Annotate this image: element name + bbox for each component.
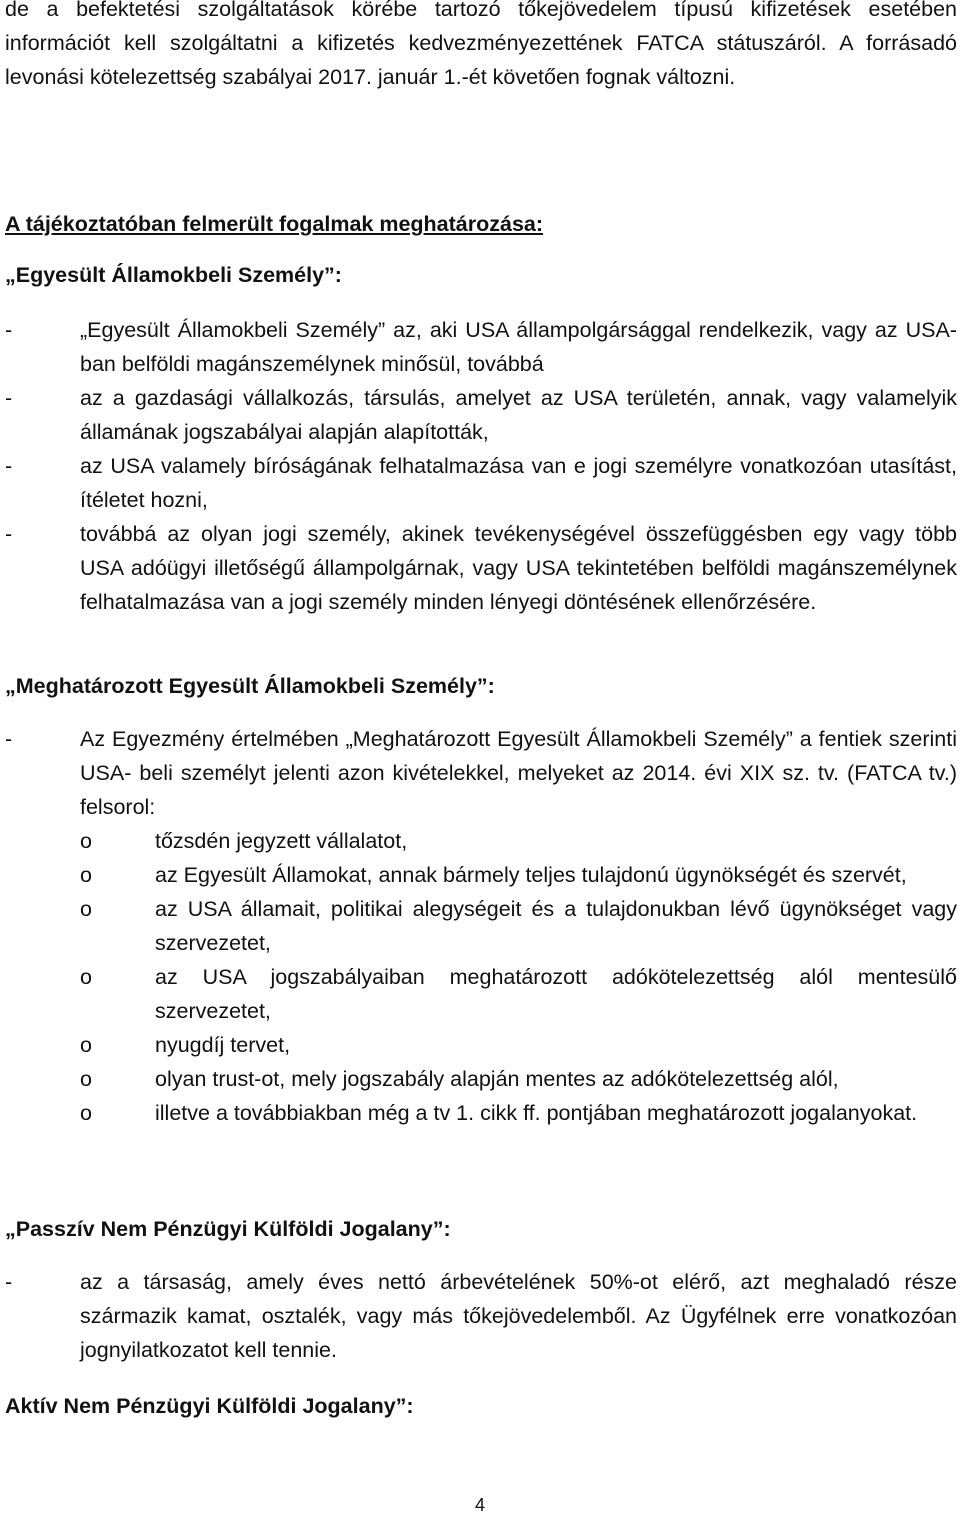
page-number: 4 [474, 1495, 485, 1515]
dash-marker: - [5, 522, 13, 546]
exception-item: o az USA jogszabályaiban meghatározott adókötelezettség alól mentesülő szervezetet, [80, 960, 957, 1028]
bullet-marker: o [80, 1067, 92, 1091]
exception-item: o az Egyesült Államokat, annak bármely teljes tulajdonú ügynökségét és szervét, [80, 858, 957, 892]
bullet-marker: o [80, 863, 92, 887]
passive-nffe-list [5, 1265, 957, 1367]
specified-us-person-heading: „Meghatározott Egyesült Államokbeli Személy”: [5, 674, 495, 698]
list-item: - az a gazdasági vállalkozás, társulás, amelyet az USA területén, annak, vagy valamelyik államának jogszabályai alapján alapították, [5, 381, 957, 449]
dash-marker: - [5, 1270, 13, 1294]
us-person-heading: „Egyesült Államokbeli Személy”: [5, 263, 342, 287]
list-item: - az USA valamely bíróságának felhatalmazása van e jogi személyre vonatkozóan utasítást, ítéletet hozni, [5, 449, 957, 517]
bullet-marker: o [80, 897, 92, 921]
bullet-marker: o [80, 1101, 92, 1125]
exception-item: o nyugdíj tervet, [80, 1028, 957, 1062]
exception-item: o az USA államait, politikai alegységeit és a tulajdonukban lévő ügynökséget vagy szervezetet, [80, 892, 957, 960]
list-item [5, 722, 957, 1130]
exception-list [80, 824, 957, 1130]
specified-intro-text: Az Egyezmény értelmében „Meghatározott Egyesült Államokbeli Személy” a fentiek szerinti USA- beli személyt jelenti azon kivételekkel, melyeket az 2014. évi XIX sz. tv. (FATCA tv.) felsorol: [80, 727, 957, 819]
list-item: - az a társaság, amely éves nettó árbevételének 50%-ot elérő, azt meghaladó része származik kamat, osztalék, vagy más tőkejövedelemből. Az Ügyfélnek erre vonatkozóan jognyilatkozatot kell tennie. [5, 1265, 957, 1367]
list-item: - „Egyesült Államokbeli Személy” az, aki USA állampolgársággal rendelkezik, vagy az USA-ban belföldi magánszemélynek minősül, továbbá [5, 313, 957, 381]
specified-us-person-list [5, 722, 957, 1130]
dash-marker: - [5, 318, 13, 342]
section-title: A tájékoztatóban felmerült fogalmak meghatározása: [5, 212, 544, 236]
intro-paragraph: de a befektetési szolgáltatások körébe tartozó tőkejövedelem típusú kifizetések esetében információt kell szolgáltatni a kifizetés kedvezményezettének FATCA státuszáról. A forrásadó levonási kötelezettség szabályai 2017. január 1.-ét követően fognak változni. [5, 0, 957, 89]
bullet-marker: o [80, 1033, 92, 1057]
dash-marker: - [5, 386, 13, 410]
dash-marker: - [5, 727, 13, 751]
active-nffe-heading: Aktív Nem Pénzügyi Külföldi Jogalany”: [5, 1394, 414, 1418]
us-person-list [5, 313, 957, 619]
exception-item: o olyan trust-ot, mely jogszabály alapján mentes az adókötelezettség alól, [80, 1062, 957, 1096]
exception-item: o tőzsdén jegyzett vállalatot, [80, 824, 957, 858]
passive-nffe-heading: „Passzív Nem Pénzügyi Külföldi Jogalany”: [5, 1217, 451, 1241]
list-item: - továbbá az olyan jogi személy, akinek tevékenységével összefüggésben egy vagy több USA adóügyi illetőségű állampolgárnak, vagy USA tekintetében belföldi magánszemélynek felhatalmazása van a jogi személy minden lényegi döntésének ellenőrzésére. [5, 517, 957, 619]
bullet-marker: o [80, 829, 92, 853]
bullet-marker: o [80, 965, 92, 989]
exception-item: o illetve a továbbiakban még a tv 1. cikk ff. pontjában meghatározott jogalanyokat. [80, 1096, 957, 1130]
dash-marker: - [5, 454, 13, 478]
